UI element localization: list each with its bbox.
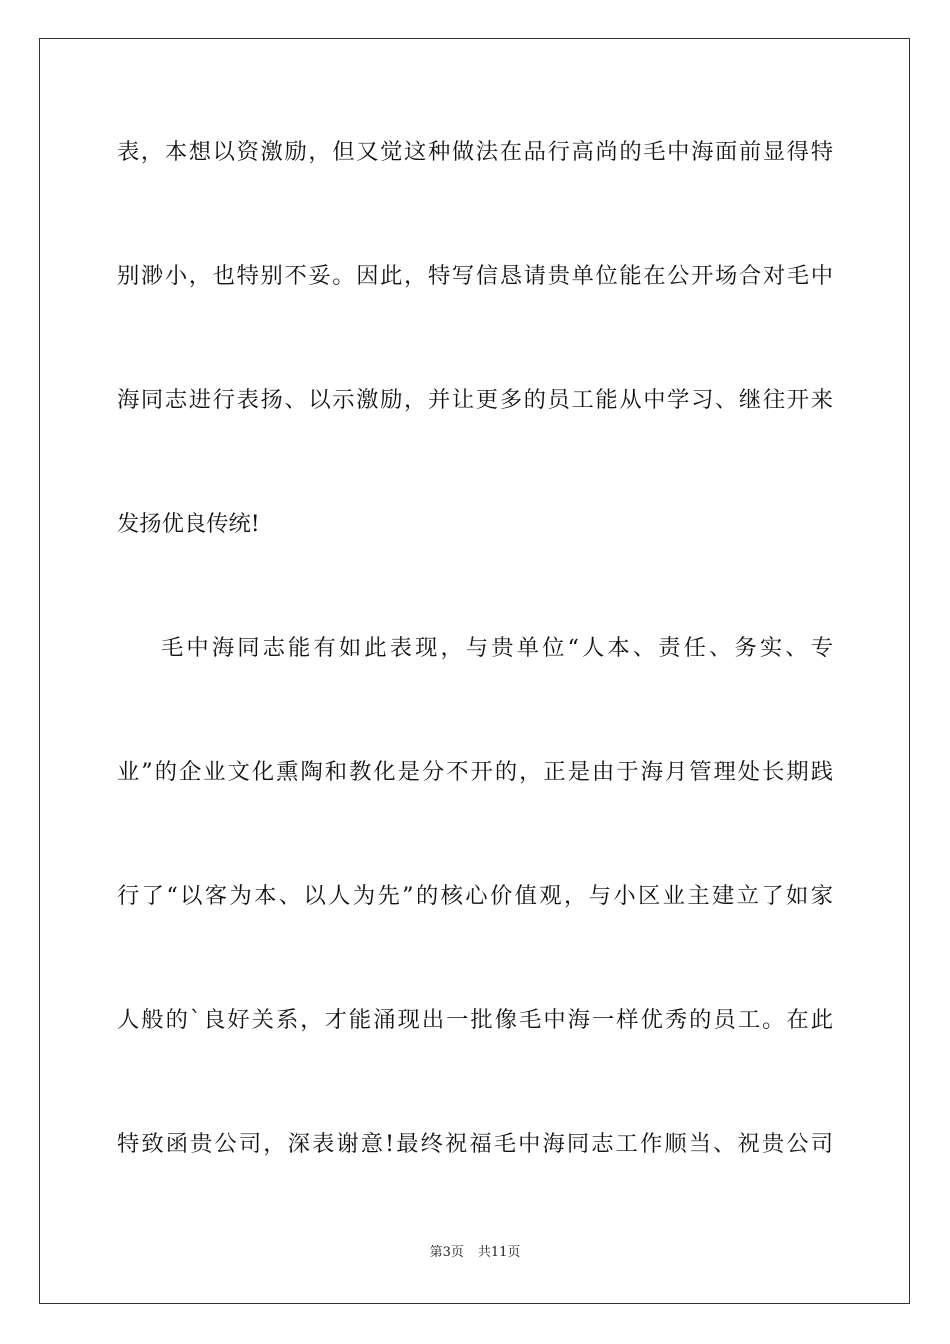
page-footer bbox=[0, 1244, 950, 1262]
text-line: 业”的企业文化熏陶和教化是分不开的，正是由于海月管理处长期践 bbox=[117, 759, 833, 785]
page-number: 第3页 bbox=[429, 1245, 464, 1260]
text-line: 表，本想以资激励，但又觉这种做法在品行高尚的毛中海面前显得特 bbox=[117, 139, 833, 165]
page-total: 共11页 bbox=[477, 1245, 521, 1260]
text-line: 特致函贵公司，深表谢意!最终祝福毛中海同志工作顺当、祝贵公司 bbox=[117, 1131, 833, 1157]
text-line: 发扬优良传统! bbox=[117, 511, 260, 537]
text-line: 人般的`良好关系，才能涌现出一批像毛中海一样优秀的员工。在此 bbox=[117, 1007, 833, 1033]
page-border bbox=[39, 38, 910, 1304]
text-line: 行了“以客为本、以人为先”的核心价值观，与小区业主建立了如家 bbox=[117, 883, 833, 909]
paragraph-start-line: 毛中海同志能有如此表现，与贵单位“人本、责任、务实、专 bbox=[161, 635, 833, 661]
text-line: 别渺小，也特别不妥。因此，特写信恳请贵单位能在公开场合对毛中 bbox=[117, 263, 833, 289]
text-line: 海同志进行表扬、以示激励，并让更多的员工能从中学习、继往开来 bbox=[117, 387, 833, 413]
